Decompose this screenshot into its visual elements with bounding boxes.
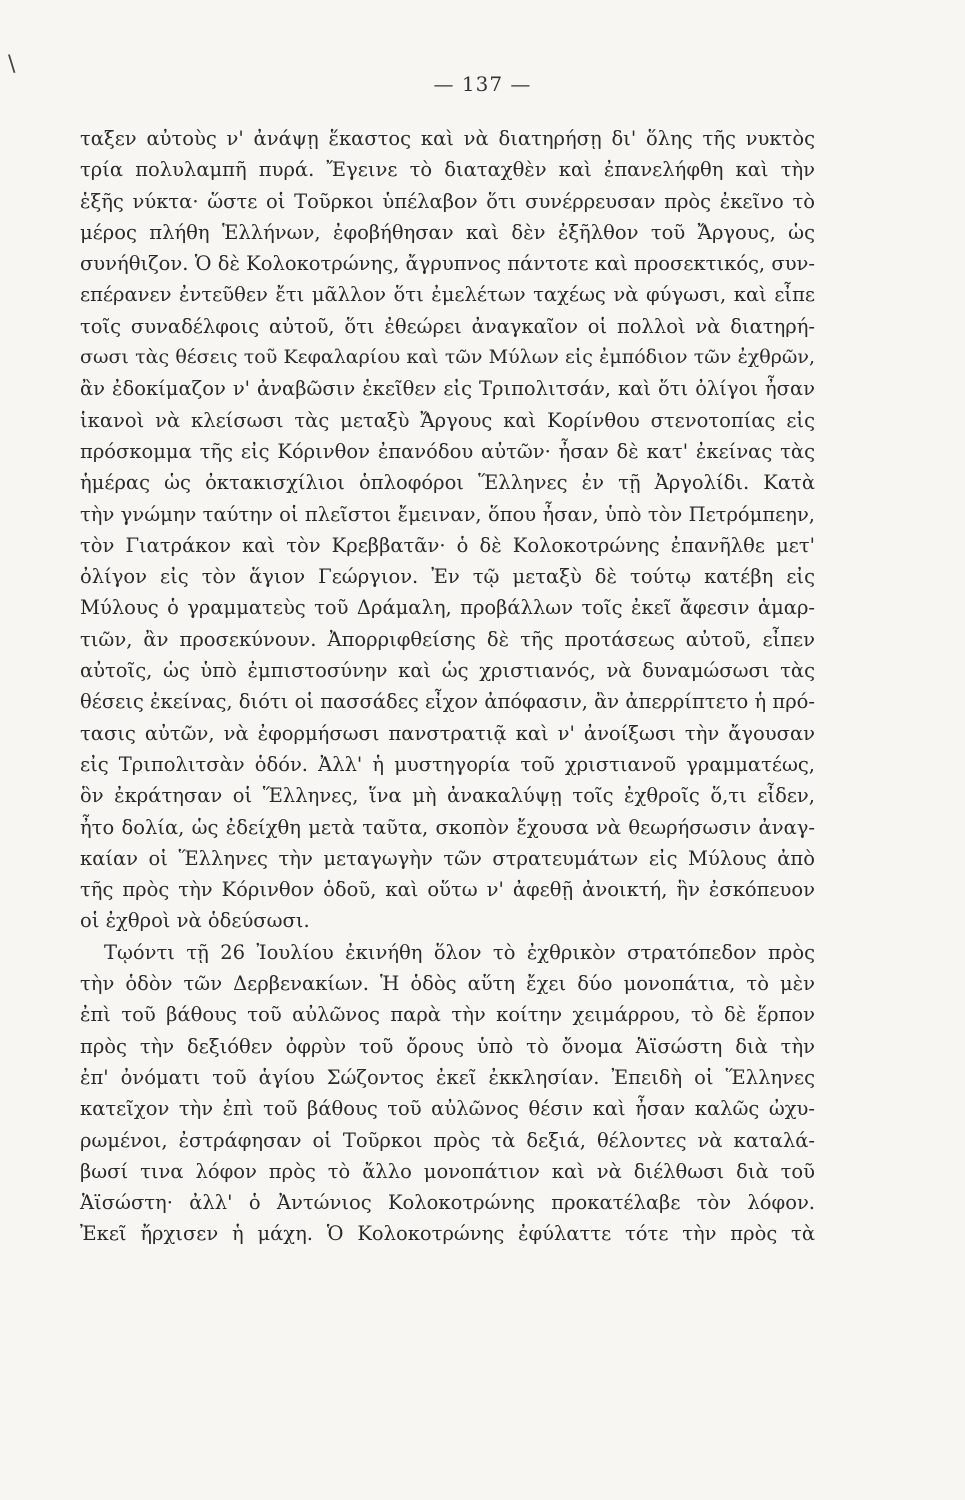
text-line: ἐπὶ τοῦ βάθους τοῦ αὐλῶνος παρὰ τὴν κοίτην χειμάρρου, τὸ δὲ ἕρπον bbox=[80, 1003, 815, 1027]
text-line: πρόσκομμα τῆς εἰς Κόρινθον ἐπανόδου αὐτῶν· ἦσαν δὲ κατ' ἐκείνας τὰς bbox=[80, 439, 815, 463]
text-line: ἐπ' ὀνόματι τοῦ ἁγίου Σώζοντος ἐκεῖ ἐκκλησίαν. Ἐπειδὴ οἱ Ἕλληνες bbox=[80, 1065, 815, 1089]
text-line: οἱ ἐχθροὶ νὰ ὁδεύσωσι. bbox=[80, 909, 310, 933]
text-line: τὴν γνώμην ταύτην οἱ πλεῖστοι ἔμειναν, ὅπου ἦσαν, ὑπὸ τὸν Πετρόμπεην, bbox=[80, 502, 815, 526]
text-line: κατεῖχον τὴν ἐπὶ τοῦ βάθους τοῦ αὐλῶνος θέσιν καὶ ἦσαν καλῶς ὠχυ- bbox=[80, 1097, 815, 1121]
text-line: τῆς πρὸς τὴν Κόρινθον ὁδοῦ, καὶ οὕτω ν' ἀφεθῇ ἀνοικτή, ἣν ἐσκόπευον bbox=[80, 878, 815, 902]
text-line: ὃν ἐκράτησαν οἱ Ἕλληνες, ἵνα μὴ ἀνακαλύψῃ τοῖς ἐχθροῖς ὅ,τι εἶδεν, bbox=[80, 784, 815, 808]
body-text bbox=[80, 123, 815, 1250]
text-line: ἱκανοὶ νὰ κλείσωσι τὰς μεταξὺ Ἄργους καὶ Κορίνθου στενοτοπίας εἰς bbox=[80, 408, 815, 432]
text-line: βωσί τινα λόφον πρὸς τὸ ἄλλο μονοπάτιον καὶ νὰ διέλθωσι διὰ τοῦ bbox=[80, 1159, 815, 1183]
text-line: συνήθιζον. Ὁ δὲ Κολοκοτρώνης, ἄγρυπνος πάντοτε καὶ προσεκτικός, συν- bbox=[80, 252, 815, 276]
text-line: πρὸς τὴν δεξιόθεν ὀφρὺν τοῦ ὄρους ὑπὸ τὸ ὄνομα Ἁϊσώστη διὰ τὴν bbox=[80, 1034, 815, 1058]
margin-mark: \ bbox=[8, 52, 16, 77]
text-line: τρία πολυλαμπῆ πυρά. Ἔγεινε τὸ διαταχθὲν καὶ ἐπανελήφθη καὶ τὴν bbox=[80, 158, 815, 182]
text-line: Μύλους ὁ γραμματεὺς τοῦ Δράμαλη, προβάλλων τοῖς ἐκεῖ ἄφεσιν ἁμαρ- bbox=[80, 596, 815, 620]
text-line: ἦτο δολία, ὡς ἐδείχθη μετὰ ταῦτα, σκοπὸν ἔχουσα νὰ θεωρήσωσιν ἀναγ- bbox=[80, 815, 815, 839]
text-line: ἑξῆς νύκτα· ὥστε οἱ Τοῦρκοι ὑπέλαβον ὅτι συνέρρευσαν πρὸς ἐκεῖνο τὸ bbox=[80, 189, 815, 213]
text-line: τοῖς συναδέλφοις αὐτοῦ, ὅτι ἐθεώρει ἀναγκαῖον οἱ πολλοὶ νὰ διατηρή- bbox=[80, 314, 815, 338]
text-line: τὸν Γιατράκον καὶ τὸν Κρεββατᾶν· ὁ δὲ Κολοκοτρώνης ἐπανῆλθε μετ' bbox=[80, 533, 815, 557]
text-line: θέσεις ἐκείνας, διότι οἱ πασσάδες εἶχον ἀπόφασιν, ἂν ἀπερρίπτετο ἡ πρό- bbox=[80, 690, 815, 714]
text-line: αὐτοῖς, ὡς ὑπὸ ἐμπιστοσύνην καὶ ὡς χριστιανός, νὰ δυναμώσωσι τὰς bbox=[80, 659, 815, 683]
text-line: ἂν ἐδοκίμαζον ν' ἀναβῶσιν ἐκεῖθεν εἰς Τριπολιτσάν, καὶ ὅτι ὀλίγοι ἦσαν bbox=[80, 377, 815, 401]
text-line: ἡμέρας ὡς ὀκτακισχίλιοι ὁπλοφόροι Ἕλληνες ἐν τῇ Ἀργολίδι. Κατὰ bbox=[80, 471, 815, 495]
text-line: Τῳόντι τῇ 26 Ἰουλίου ἐκινήθη ὅλον τὸ ἐχθρικὸν στρατόπεδον πρὸς bbox=[104, 940, 815, 964]
text-line: ρωμένοι, ἐστράφησαν οἱ Τοῦρκοι πρὸς τὰ δεξιά, θέλοντες νὰ καταλά- bbox=[80, 1128, 815, 1152]
text-line: τασις αὐτῶν, νὰ ἐφορμήσωσι πανστρατιᾷ καὶ ν' ἀνοίξωσι τὴν ἄγουσαν bbox=[80, 721, 815, 745]
text-line: καίαν οἱ Ἕλληνες τὴν μεταγωγὴν τῶν στρατευμάτων εἰς Μύλους ἀπὸ bbox=[80, 846, 815, 870]
text-line: ταξεν αὐτοὺς ν' ἀνάψῃ ἕκαστος καὶ νὰ διατηρήσῃ δι' ὅλης τῆς νυκτὸς bbox=[80, 127, 815, 150]
text-line: επέρανεν ἐντεῦθεν ἔτι μᾶλλον ὅτι ἐμελέτων ταχέως νὰ φύγωσι, καὶ εἶπε bbox=[80, 283, 815, 307]
text-line: τὴν ὁδὸν τῶν Δερβενακίων. Ἡ ὁδὸς αὕτη ἔχει δύο μονοπάτια, τὸ μὲν bbox=[80, 972, 815, 996]
page-number: — 137 — bbox=[433, 72, 532, 96]
text-line: ὀλίγον εἰς τὸν ἅγιον Γεώργιον. Ἐν τῷ μεταξὺ δὲ τούτῳ κατέβη εἰς bbox=[80, 565, 815, 589]
text-line: Ἐκεῖ ἤρχισεν ἡ μάχη. Ὁ Κολοκοτρώνης ἐφύλαττε τότε τὴν πρὸς τὰ bbox=[80, 1222, 815, 1246]
text-line: σωσι τὰς θέσεις τοῦ Κεφαλαρίου καὶ τῶν Μύλων εἰς ἐμπόδιον τῶν ἐχθρῶν, bbox=[80, 346, 815, 369]
text-line: τιῶν, ἂν προσεκύνουν. Ἀπορριφθείσης δὲ τῆς προτάσεως αὐτοῦ, εἶπεν bbox=[80, 627, 815, 651]
text-line: Ἁϊσώστη· ἀλλ' ὁ Ἀντώνιος Κολοκοτρώνης προκατέλαβε τὸν λόφον. bbox=[80, 1191, 815, 1215]
text-line: μέρος πλήθη Ἑλλήνων, ἐφοβήθησαν καὶ δὲν ἐξῆλθον τοῦ Ἄργους, ὡς bbox=[80, 220, 815, 244]
text-line: εἰς Τριπολιτσὰν ὁδόν. Ἀλλ' ἡ μυστηγορία τοῦ χριστιανοῦ γραμματέως, bbox=[80, 752, 815, 776]
